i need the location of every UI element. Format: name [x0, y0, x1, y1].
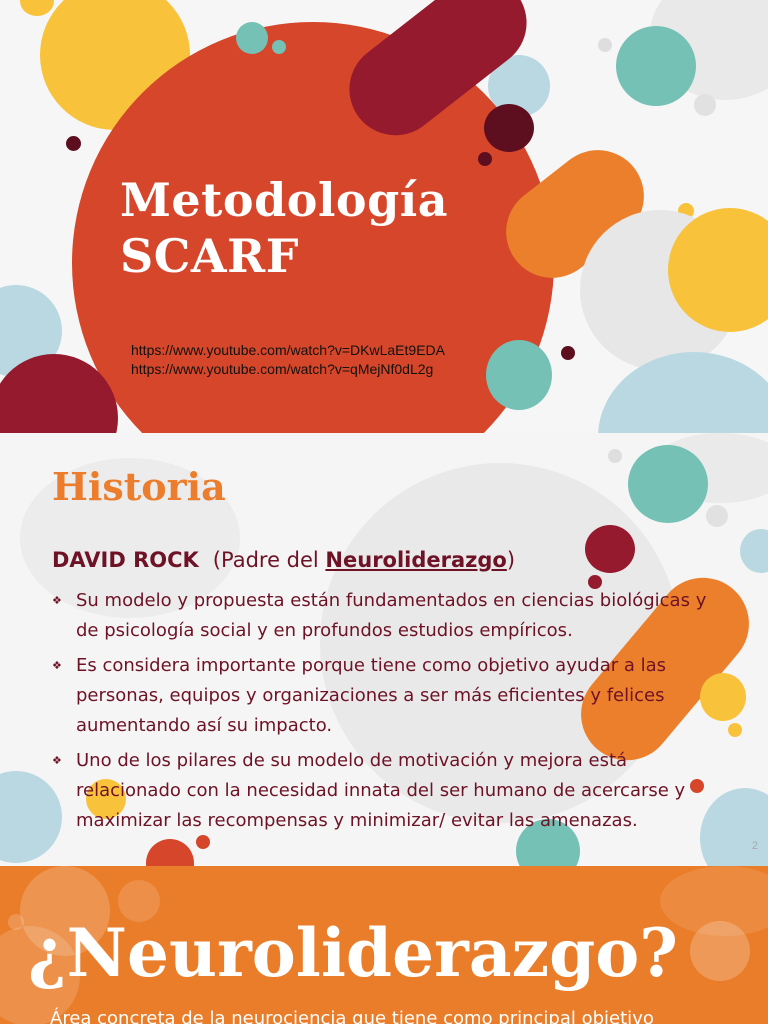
- video-link-2[interactable]: https://www.youtube.com/watch?v=qMejNf0dL2g: [131, 361, 434, 377]
- decor-dot-darkmaroon-left: [66, 136, 81, 151]
- diamond-bullet-icon: ❖: [52, 754, 62, 767]
- author-line: [52, 548, 515, 572]
- decor-dot-light: [8, 914, 24, 930]
- decor-dot-gray-right: [706, 505, 728, 527]
- decor-circle-teal-small: [236, 22, 268, 54]
- author-suffix: ): [506, 548, 516, 572]
- decor-dot-gray-top: [608, 449, 622, 463]
- historia-bullets: [52, 586, 712, 841]
- diamond-bullet-icon: ❖: [52, 594, 62, 607]
- decor-circle-darkmaroon: [484, 104, 534, 152]
- author-term: Neuroliderazgo: [325, 548, 507, 572]
- bullet-text: Es considera importante porque tiene como objetivo ayudar a las personas, equipos y organizaciones a ser más eficientes y felices aumentando así su impacto.: [76, 655, 667, 736]
- author-prefix: (Padre del: [212, 548, 326, 572]
- diamond-bullet-icon: ❖: [52, 659, 62, 672]
- decor-circle-orange-bottom: [146, 839, 194, 866]
- decor-circle-teal-right: [616, 26, 696, 106]
- title-line-2: SCARF: [120, 229, 299, 283]
- video-link-1[interactable]: https://www.youtube.com/watch?v=DKwLaEt9EDA: [131, 342, 445, 358]
- decor-circle-teal-top: [628, 445, 708, 523]
- bullet-item: [52, 651, 712, 741]
- bullet-text: Uno de los pilares de su modelo de motivación y mejora está relacionado con la necesidad innata del ser humano de acercarse y maximizar las recompensas y minimizar/ evitar las amenazas.: [76, 750, 686, 831]
- bullet-item: [52, 746, 712, 836]
- historia-heading: Historia: [52, 464, 226, 509]
- decor-dot-gray-2: [694, 94, 716, 116]
- bullet-item: [52, 586, 712, 646]
- decor-dot-darkmaroon-right: [561, 346, 575, 360]
- video-links: [131, 341, 445, 379]
- bullet-text: Su modelo y propuesta están fundamentados en ciencias biológicas y de psicología social y en profundos estudios empíricos.: [76, 590, 707, 641]
- decor-circle-lightblue-right: [740, 529, 768, 573]
- decor-dot-yellow: [728, 723, 742, 737]
- author-name: DAVID ROCK: [52, 548, 199, 572]
- decor-circle-yellow-small: [20, 0, 54, 16]
- decor-dot-darkmaroon: [478, 152, 492, 166]
- page-number: 2: [751, 840, 758, 852]
- slide-title: [0, 0, 768, 433]
- decor-circle-teal-bottom: [486, 340, 552, 410]
- neuroliderazgo-title: ¿Neuroliderazgo?: [28, 914, 678, 992]
- title-line-1: Metodología: [120, 173, 449, 227]
- decor-circle-lightblue-bottom: [598, 352, 768, 433]
- neuroliderazgo-first-line: Área concreta de la neurociencia que tiene como principal objetivo: [50, 1008, 654, 1029]
- slide-title-heading: [120, 172, 448, 284]
- decor-dot-teal: [272, 40, 286, 54]
- decor-dot-gray: [598, 38, 612, 52]
- decor-circle-maroon: [585, 525, 635, 573]
